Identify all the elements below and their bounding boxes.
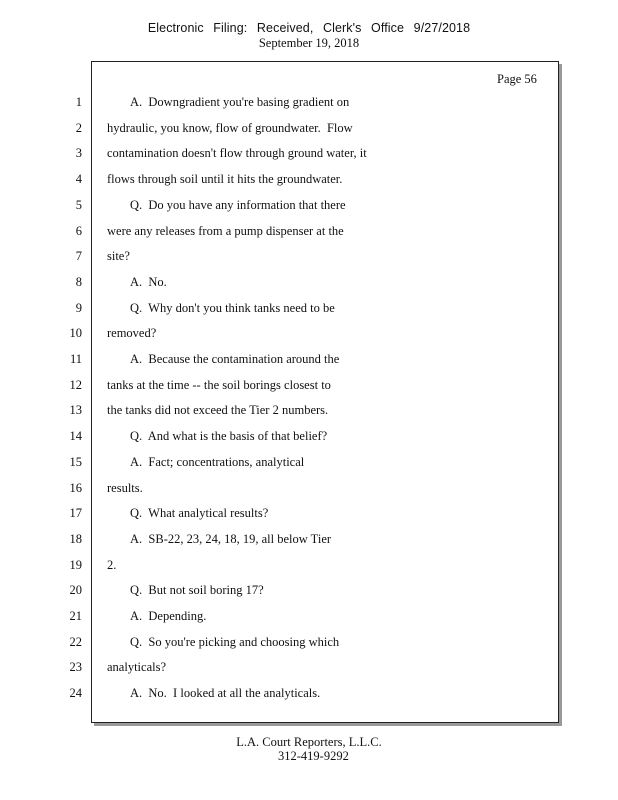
line-number: 4 [75,172,82,186]
line-number: 24 [69,686,82,700]
transcript-line: Q. What analytical results? [130,506,269,520]
deposition-date: September 19, 2018 [258,36,360,50]
transcript-line: A. Because the contamination around the [130,352,340,366]
court-reporter-firm: L.A. Court Reporters, L.L.C. [236,735,382,749]
line-number: 6 [75,224,82,238]
transcript-line: Q. So you're picking and choosing which [130,635,340,649]
transcript-line: analyticals? [107,660,166,674]
line-number: 3 [75,146,82,160]
line-number: 23 [69,660,82,674]
transcript-line: contamination doesn't flow through ground water, it [107,146,367,160]
line-number: 11 [69,352,82,366]
line-number: 18 [69,532,82,546]
transcript-line: Q. Why don't you think tanks need to be [130,301,335,315]
transcript-line: A. No. [130,275,167,289]
transcript-line: A. Downgradient you're basing gradient on [130,95,350,109]
line-number: 20 [69,583,82,597]
transcript-line: Q. And what is the basis of that belief? [130,429,328,443]
line-number: 8 [75,275,82,289]
line-number: 1 [75,95,82,109]
line-number: 12 [69,378,82,392]
line-number: 10 [69,326,82,340]
transcript-line: Q. But not soil boring 17? [130,583,264,597]
transcript-line: flows through soil until it hits the groundwater. [107,172,343,186]
filing-stamp: Electronic Filing: Received, Clerk's Office 9/27/2018 [147,21,471,35]
transcript-line: 2. [107,558,117,572]
transcript-line: tanks at the time -- the soil borings closest to [107,378,331,392]
line-number: 15 [69,455,82,469]
transcript-line: removed? [107,326,157,340]
line-number: 14 [69,429,82,443]
transcript-line: site? [107,249,130,263]
court-reporter-phone: 312-419-9292 [278,749,349,763]
line-number: 7 [75,249,82,263]
transcript-line: Q. Do you have any information that there [130,198,346,212]
line-number: 16 [69,481,82,495]
transcript-line: results. [107,481,143,495]
transcript-page-frame [91,61,559,723]
line-number: 21 [69,609,82,623]
transcript-line: A. Depending. [130,609,207,623]
line-number: 2 [75,121,82,135]
transcript-line: the tanks did not exceed the Tier 2 numbers. [107,403,329,417]
transcript-line: hydraulic, you know, flow of groundwater. Flow [107,121,353,135]
line-number: 9 [75,301,82,315]
line-number: 22 [69,635,82,649]
line-number: 19 [69,558,82,572]
page-number: Page 56 [497,72,537,86]
transcript-line: A. SB-22, 23, 24, 18, 19, all below Tier [130,532,332,546]
transcript-line: A. Fact; concentrations, analytical [130,455,305,469]
line-number: 17 [69,506,82,520]
transcript-line: were any releases from a pump dispenser at the [107,224,344,238]
line-number: 5 [75,198,82,212]
transcript-line: A. No. I looked at all the analyticals. [130,686,321,700]
line-number: 13 [69,403,82,417]
